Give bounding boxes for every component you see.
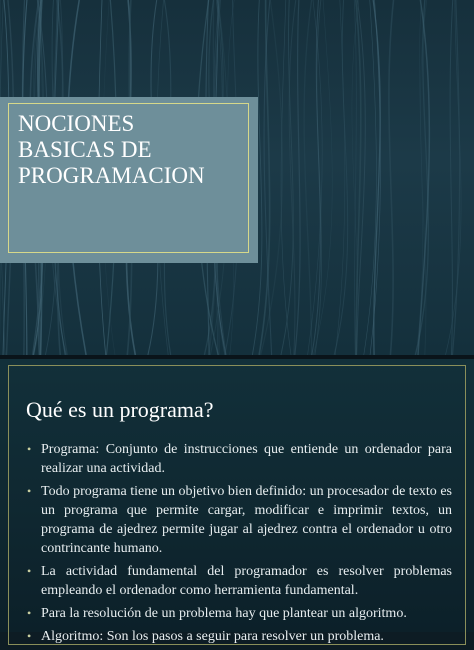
decorative-line xyxy=(450,0,453,355)
section-heading: Qué es un programa? xyxy=(26,397,214,423)
title-line: NOCIONES xyxy=(18,111,134,136)
bullet-item xyxy=(24,440,452,478)
decorative-line xyxy=(446,0,462,355)
content-slide xyxy=(0,359,474,632)
bullet-text: Todo programa tiene un objetivo bien definido: un procesador de texto es un programa que permite cargar, modificar e imprimir textos, un programa de ajedrez permite jugar al ajedrez contra el ordenador u otro contrincante humano. xyxy=(41,484,452,556)
bullet-marker: • xyxy=(27,440,31,459)
title-line: BASICAS DE xyxy=(18,137,152,162)
bullet-item xyxy=(24,482,452,558)
bullet-text: Programa: Conjunto de instrucciones que entiende un ordenador para realizar una actividad. xyxy=(41,442,452,476)
bullet-list xyxy=(24,440,452,650)
decorative-line xyxy=(304,0,312,355)
bullet-text: Algoritmo: Son los pasos a seguir para resolver un problema. xyxy=(41,629,384,644)
bullet-item xyxy=(24,562,452,600)
bullet-text: La actividad fundamental del programador es resolver problemas empleando el ordenador como herramienta fundamental. xyxy=(41,564,452,598)
bullet-marker: • xyxy=(27,604,31,623)
slide-title xyxy=(18,111,254,189)
bullet-marker: • xyxy=(27,627,31,646)
decorative-line xyxy=(295,0,300,355)
decorative-line xyxy=(261,0,283,355)
decorative-line xyxy=(334,0,348,355)
bullet-text: Para la resolución de un problema hay que plantear un algoritmo. xyxy=(41,606,407,621)
bullet-marker: • xyxy=(27,562,31,581)
decorative-line xyxy=(356,0,365,355)
decorative-line xyxy=(389,0,394,355)
bullet-marker: • xyxy=(27,482,31,501)
bullet-item xyxy=(24,627,452,646)
bullet-item xyxy=(24,604,452,623)
title-line: PROGRAMACION xyxy=(18,163,205,188)
